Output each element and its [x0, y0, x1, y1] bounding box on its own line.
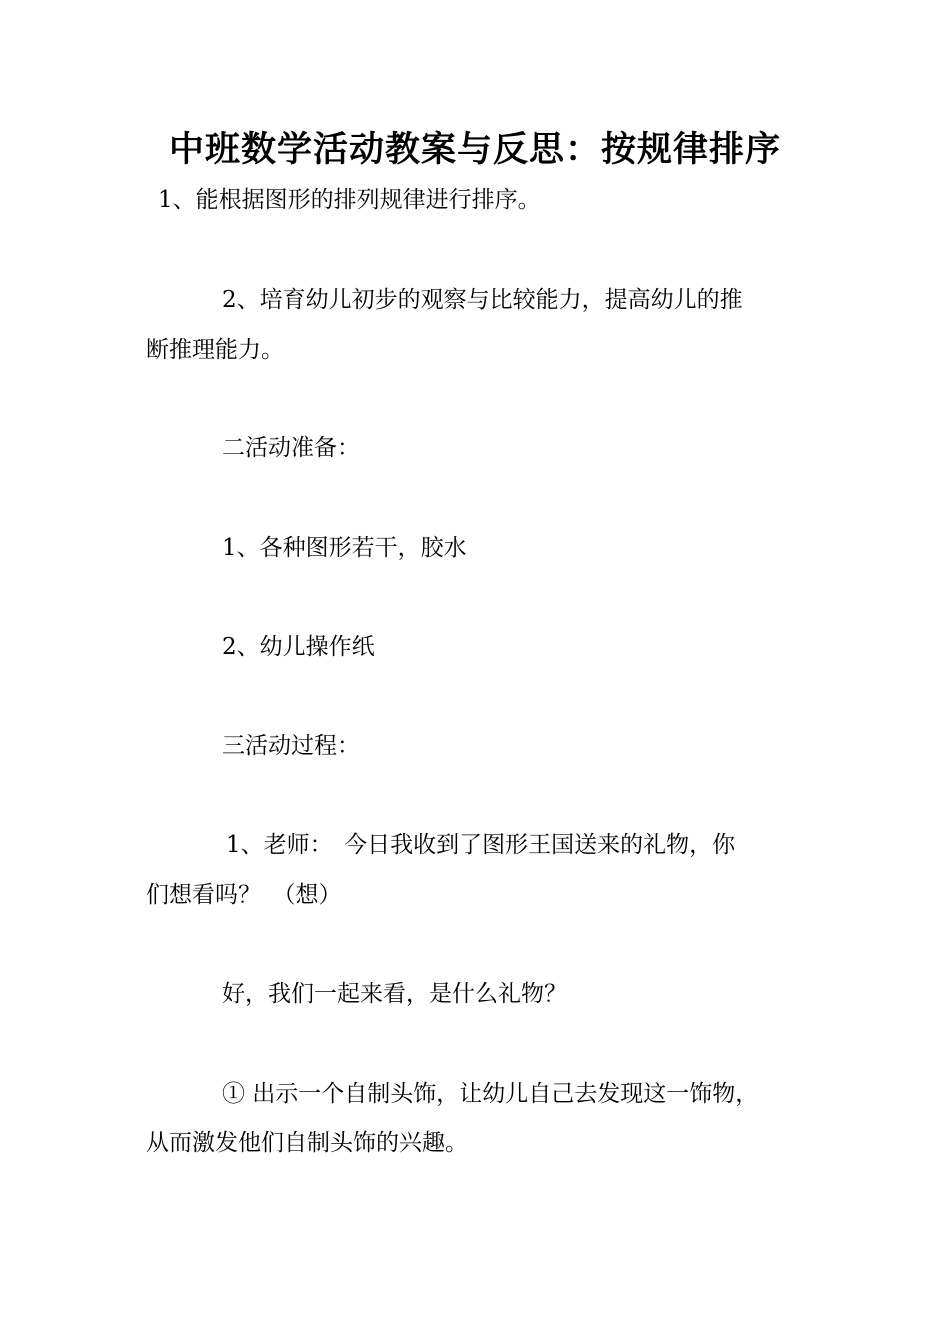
objective-2-line-1: 2、培育幼儿初步的观察与比较能力，提高幼儿的推: [222, 287, 743, 313]
preparation-item-1: 1、各种图形若干，胶水: [222, 535, 467, 561]
objective-2-line-2: 断推理能力。: [146, 337, 284, 363]
objective-1-line: 1、能根据图形的排列规律进行排序。: [158, 187, 541, 213]
process-substep-1-line-1: ① 出示一个自制头饰，让幼儿自己去发现这一饰物，: [222, 1081, 759, 1107]
section-heading-process: 三活动过程：: [222, 733, 360, 759]
document-title: 中班数学活动教案与反思：按规律排序: [168, 130, 781, 170]
preparation-item-2: 2、幼儿操作纸: [222, 634, 375, 660]
section-heading-preparation: 二活动准备：: [222, 435, 360, 461]
process-step-1-line-1: 1、老师： 今日我收到了图形王国送来的礼物，你: [226, 832, 736, 858]
process-substep-1-line-2: 从而激发他们自制头饰的兴趣。: [146, 1130, 468, 1156]
process-paragraph: 好，我们一起来看，是什么礼物？: [222, 981, 567, 1007]
process-step-1-line-2: 们想看吗？ （想）: [146, 882, 342, 908]
